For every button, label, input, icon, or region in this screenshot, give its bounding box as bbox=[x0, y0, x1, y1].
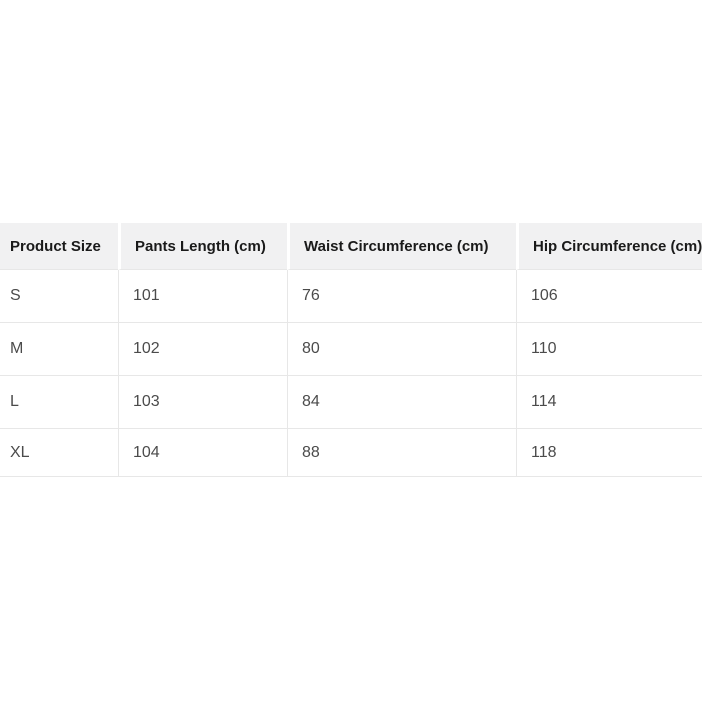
size-chart-table bbox=[0, 223, 702, 477]
hip-circumference-cell: 114 bbox=[516, 376, 702, 429]
waist-circumference-cell: 88 bbox=[287, 429, 516, 477]
pants-length-cell: 103 bbox=[118, 376, 287, 429]
product-size-cell: L bbox=[0, 376, 118, 429]
table-row-m bbox=[0, 323, 702, 376]
waist-circumference-cell: 76 bbox=[287, 270, 516, 323]
hip-circumference-cell: 110 bbox=[516, 323, 702, 376]
pants-length-cell: 104 bbox=[118, 429, 287, 477]
waist-circumference-cell: 80 bbox=[287, 323, 516, 376]
waist-circumference-cell: 84 bbox=[287, 376, 516, 429]
table-row-s bbox=[0, 270, 702, 323]
hip-circumference-cell: 118 bbox=[516, 429, 702, 477]
product-size-cell: XL bbox=[0, 429, 118, 477]
pants-length-cell: 101 bbox=[118, 270, 287, 323]
pants-length-cell: 102 bbox=[118, 323, 287, 376]
column-header-waist-circumference: Waist Circumference (cm) bbox=[287, 223, 516, 270]
header-row bbox=[0, 223, 702, 270]
hip-circumference-cell: 106 bbox=[516, 270, 702, 323]
column-header-product-size: Product Size bbox=[0, 223, 118, 270]
size-chart-viewport bbox=[0, 223, 702, 478]
product-size-cell: M bbox=[0, 323, 118, 376]
table-row-xl bbox=[0, 429, 702, 477]
table-row-l bbox=[0, 376, 702, 429]
product-size-cell: S bbox=[0, 270, 118, 323]
column-header-pants-length: Pants Length (cm) bbox=[118, 223, 287, 270]
column-header-hip-circumference: Hip Circumference (cm) bbox=[516, 223, 702, 270]
